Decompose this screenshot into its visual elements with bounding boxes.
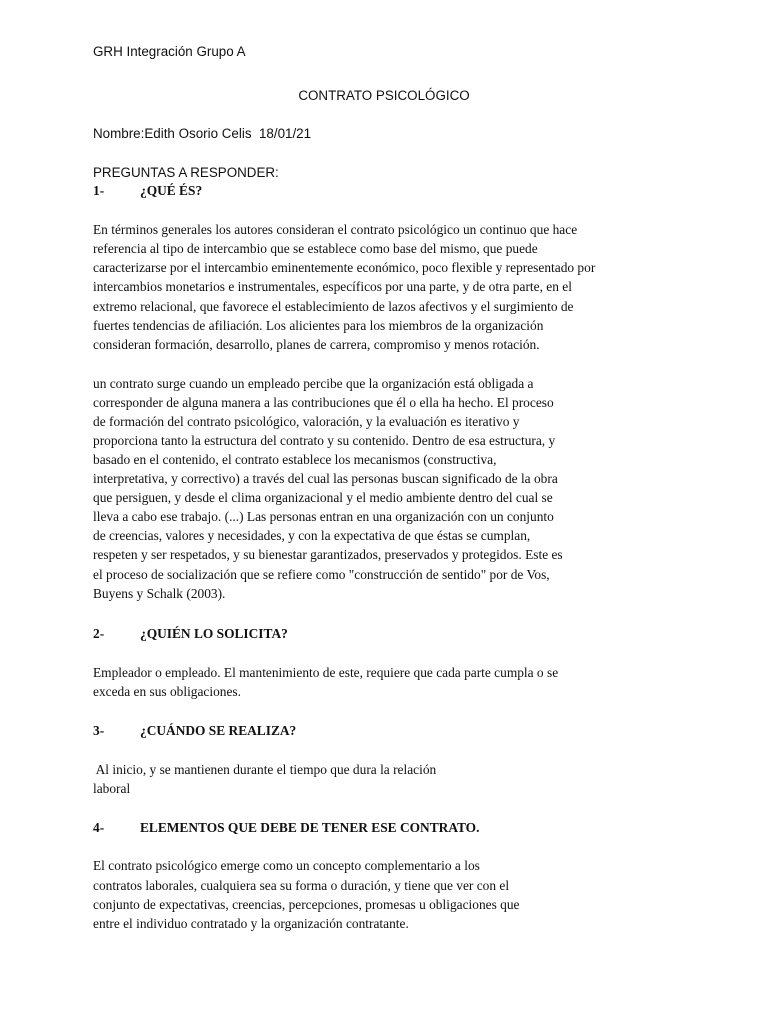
- name-line: Nombre:Edith Osorio Celis 18/01/21: [93, 126, 312, 141]
- paragraph-line: de formación del contrato psicológico, valoración, y la evaluación es iterativo y: [93, 414, 520, 429]
- paragraph-line: que persiguen, y desde el clima organizacional y el medio ambiente dentro del cual se: [93, 490, 553, 505]
- paragraph-line: entre el individuo contratado y la organización contratante.: [93, 916, 409, 931]
- paragraph-line: fuertes tendencias de afiliación. Los alicientes para los miembros de la organización: [93, 318, 544, 333]
- section-question: ELEMENTOS QUE DEBE DE TENER ESE CONTRATO.: [140, 820, 480, 835]
- paragraph-line: corresponder de alguna manera a las contribuciones que él o ella ha hecho. El proceso: [93, 395, 554, 410]
- paragraph-line: un contrato surge cuando un empleado percibe que la organización está obligada a: [93, 376, 534, 391]
- section-number: 2-: [93, 626, 105, 641]
- paragraph-line: interpretativa, y correctivo) a través del cual las personas buscan significado de la obra: [93, 471, 558, 486]
- paragraph-line: caracterizarse por el intercambio eminentemente económico, poco flexible y representado por: [93, 260, 596, 275]
- document-header: GRH Integración Grupo A: [93, 44, 246, 59]
- paragraph-line: proporciona tanto la estructura del contrato y su contenido. Dentro de esa estructura, y: [93, 433, 556, 448]
- section-question: ¿QUÉ ÉS?: [140, 183, 203, 198]
- paragraph-line: referencia al tipo de intercambio que se establece como base del mismo, que puede: [93, 241, 538, 256]
- paragraph-line: de creencias, valores y necesidades, y con la expectativa de que éstas se cumplan,: [93, 528, 531, 543]
- paragraph-line: En términos generales los autores consideran el contrato psicológico un continuo que hace: [93, 222, 578, 237]
- paragraph-line: intercambios monetarios e instrumentales, específicos por una parte, y de otra parte, en el: [93, 279, 572, 294]
- paragraph-line: laboral: [93, 781, 131, 796]
- paragraph-line: basado en el contenido, el contrato establece los mecanismos (constructiva,: [93, 452, 497, 467]
- section-question: ¿CUÁNDO SE REALIZA?: [140, 723, 297, 738]
- paragraph-line: lleva a cabo ese trabajo. (...) Las personas entran en una organización con un conjunto: [93, 509, 554, 524]
- paragraph-line: el proceso de socialización que se refiere como "construcción de sentido" por de Vos,: [93, 567, 550, 582]
- paragraph-line: Empleador o empleado. El mantenimiento de este, requiere que cada parte cumpla o se: [93, 665, 559, 680]
- section-number: 3-: [93, 723, 105, 738]
- paragraph-line: exceda en sus obligaciones.: [93, 684, 241, 699]
- paragraph-line: respeten y ser respetados, y su bienestar garantizados, preservados y protegidos. Este es: [93, 547, 563, 562]
- section-number: 1-: [93, 183, 105, 198]
- paragraph-line: extremo relacional, que favorece el establecimiento de lazos afectivos y el surgimiento de: [93, 299, 574, 314]
- questions-heading: PREGUNTAS A RESPONDER:: [93, 165, 279, 180]
- section-question: ¿QUIÉN LO SOLICITA?: [140, 626, 288, 641]
- paragraph-line: Al inicio, y se mantienen durante el tiempo que dura la relación: [93, 762, 437, 777]
- document-title: CONTRATO PSICOLÓGICO: [298, 88, 470, 103]
- paragraph-line: Buyens y Schalk (2003).: [93, 586, 226, 601]
- paragraph-line: El contrato psicológico emerge como un concepto complementario a los: [93, 858, 480, 873]
- paragraph-line: conjunto de expectativas, creencias, percepciones, promesas u obligaciones que: [93, 897, 520, 912]
- paragraph-line: consideran formación, desarrollo, planes de carrera, compromiso y menos rotación.: [93, 337, 540, 352]
- section-number: 4-: [93, 820, 105, 835]
- paragraph-line: contratos laborales, cualquiera sea su forma o duración, y tiene que ver con el: [93, 878, 510, 893]
